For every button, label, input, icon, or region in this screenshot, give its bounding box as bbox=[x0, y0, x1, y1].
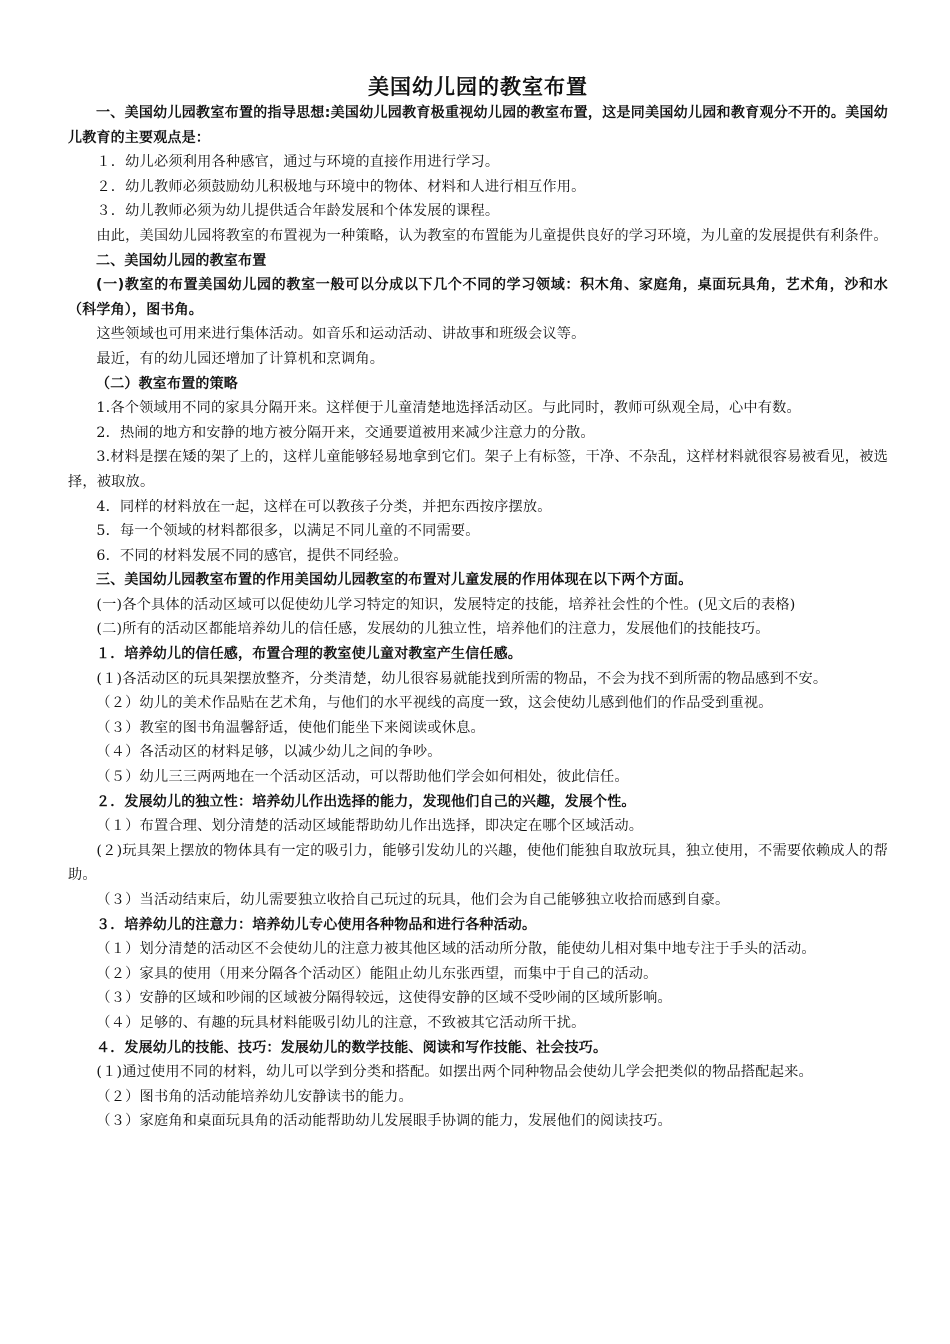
paragraph: （３）家庭角和桌面玩具角的活动能帮助幼儿发展眼手协调的能力，发展他们的阅读技巧。 bbox=[96, 1113, 672, 1130]
paragraph: (１)通过使用不同的材料，幼儿可以学到分类和搭配。如摆出两个同种物品会使幼儿学会把类似的物品搭配起来。 bbox=[96, 1064, 813, 1081]
paragraph: 由此，美国幼儿园将教室的布置视为一种策略，认为教室的布置能为儿童提供良好的学习环境，为儿童的发展提供有利条件。 bbox=[96, 227, 888, 244]
paragraph: 这些领域也可用来进行集体活动。如音乐和运动活动、讲故事和班级会议等。 bbox=[96, 326, 586, 343]
section-heading: ２．发展幼儿的独立性：培养幼儿作出选择的能力，发现他们自己的兴趣，发展个性。 bbox=[96, 793, 636, 810]
paragraph: （１）布置合理、划分清楚的活动区域能帮助幼儿作出选择，即决定在哪个区域活动。 bbox=[96, 818, 644, 835]
section-heading: ４．发展幼儿的技能、技巧：发展幼儿的数学技能、阅读和写作技能、社会技巧。 bbox=[96, 1039, 608, 1056]
section-heading: 二、美国幼儿园的教室布置 bbox=[96, 252, 267, 269]
paragraph: 5．每一个领域的材料都很多，以满足不同儿童的不同需要。 bbox=[96, 523, 480, 540]
paragraph: ３．幼儿教师必须为幼儿提供适合年龄发展和个体发展的课程。 bbox=[96, 203, 500, 220]
paragraph: （２）图书角的活动能培养幼儿安静读书的能力。 bbox=[96, 1088, 413, 1105]
paragraph: (１)各活动区的玩具架摆放整齐，分类清楚，幼儿很容易就能找到所需的物品，不会为找不到所需的物品感到不安。 bbox=[96, 670, 828, 687]
paragraph: 最近，有的幼儿园还增加了计算机和烹调角。 bbox=[96, 350, 385, 367]
paragraph: （３）安静的区域和吵闹的区域被分隔得较远，这使得安静的区域不受吵闹的区域所影响。 bbox=[96, 990, 672, 1007]
paragraph: （５）幼儿三三两两地在一个活动区活动，可以帮助他们学会如何相处，彼此信任。 bbox=[96, 769, 629, 786]
paragraph: 1.各个领域用不同的家具分隔开来。这样便于儿童清楚地选择活动区。与此同时，教师可纵观全局，心中有数。 bbox=[96, 400, 801, 417]
paragraph: （４）足够的、有趣的玩具材料能吸引幼儿的注意，不致被其它活动所干扰。 bbox=[96, 1014, 586, 1031]
paragraph: 4．同样的材料放在一起，这样在可以教孩子分类，并把东西按序摆放。 bbox=[96, 498, 552, 515]
paragraph: （２）家具的使用（用来分隔各个活动区）能阻止幼儿东张西望，而集中于自己的活动。 bbox=[96, 965, 658, 982]
paragraph: ２．幼儿教师必须鼓励幼儿积极地与环境中的物体、材料和人进行相互作用。 bbox=[96, 178, 586, 195]
paragraph: １．幼儿必须利用各种感官，通过与环境的直接作用进行学习。 bbox=[96, 154, 500, 171]
section-heading: (一)教室的布置美国幼儿园的教室一般可以分成以下几个不同的学习领域：积木角、家庭角，桌面玩具角，艺术角，沙和水（科学角），图书角。 bbox=[68, 277, 888, 318]
section-heading: １．培养幼儿的信任感，布置合理的教室使儿童对教室产生信任感。 bbox=[96, 646, 522, 663]
paragraph: (一)各个具体的活动区域可以促使幼儿学习特定的知识，发展特定的技能，培养社会性的个性。(见文后的表格) bbox=[96, 596, 796, 613]
paragraph: （１）划分清楚的活动区不会使幼儿的注意力被其他区域的活动所分散，能使幼儿相对集中地专注于手头的活动。 bbox=[96, 941, 816, 958]
paragraph: 2．热闹的地方和安静的地方被分隔开来，交通要道被用来减少注意力的分散。 bbox=[96, 424, 595, 441]
paragraph: (二)所有的活动区都能培养幼儿的信任感，发展幼的儿独立性，培养他们的注意力，发展他们的技能技巧。 bbox=[96, 621, 770, 638]
section-heading: 三、美国幼儿园教室布置的作用美国幼儿园教室的布置对儿童发展的作用体现在以下两个方面。 bbox=[96, 572, 693, 589]
paragraph: (２)玩具架上摆放的物体具有一定的吸引力，能够引发幼儿的兴趣，使他们能独自取放玩具，独立使用，不需要依赖成人的帮助。 bbox=[68, 842, 888, 884]
section-heading: （二）教室布置的策略 bbox=[96, 375, 238, 392]
document-title: 美国幼儿园的教室布置 bbox=[368, 75, 588, 99]
paragraph: 6．不同的材料发展不同的感官，提供不同经验。 bbox=[96, 547, 408, 564]
paragraph: （３）当活动结束后，幼儿需要独立收拾自己玩过的玩具，他们会为自己能够独立收拾而感到自豪。 bbox=[96, 892, 730, 908]
paragraph: 3.材料是摆在矮的架了上的，这样儿童能够轻易地拿到它们。架子上有标签，干净、不杂乱，这样材料就很容易被看见，被选择，被取放。 bbox=[68, 449, 888, 490]
paragraph: （４）各活动区的材料足够，以减少幼儿之间的争吵。 bbox=[96, 744, 442, 761]
section-heading: 一、美国幼儿园教室布置的指导思想:美国幼儿园教育极重视幼儿园的教室布置，这是同美国幼儿园和教育观分不开的。美国幼儿教育的主要观点是： bbox=[68, 105, 888, 146]
paragraph: （３）教室的图书角温馨舒适，使他们能坐下来阅读或休息。 bbox=[96, 719, 485, 736]
document-body bbox=[68, 101, 888, 1134]
section-heading: ３．培养幼儿的注意力：培养幼儿专心使用各种物品和进行各种活动。 bbox=[96, 916, 537, 933]
paragraph: （２）幼儿的美术作品贴在艺术角，与他们的水平视线的高度一致，这会使幼儿感到他们的作品受到重视。 bbox=[96, 695, 773, 712]
